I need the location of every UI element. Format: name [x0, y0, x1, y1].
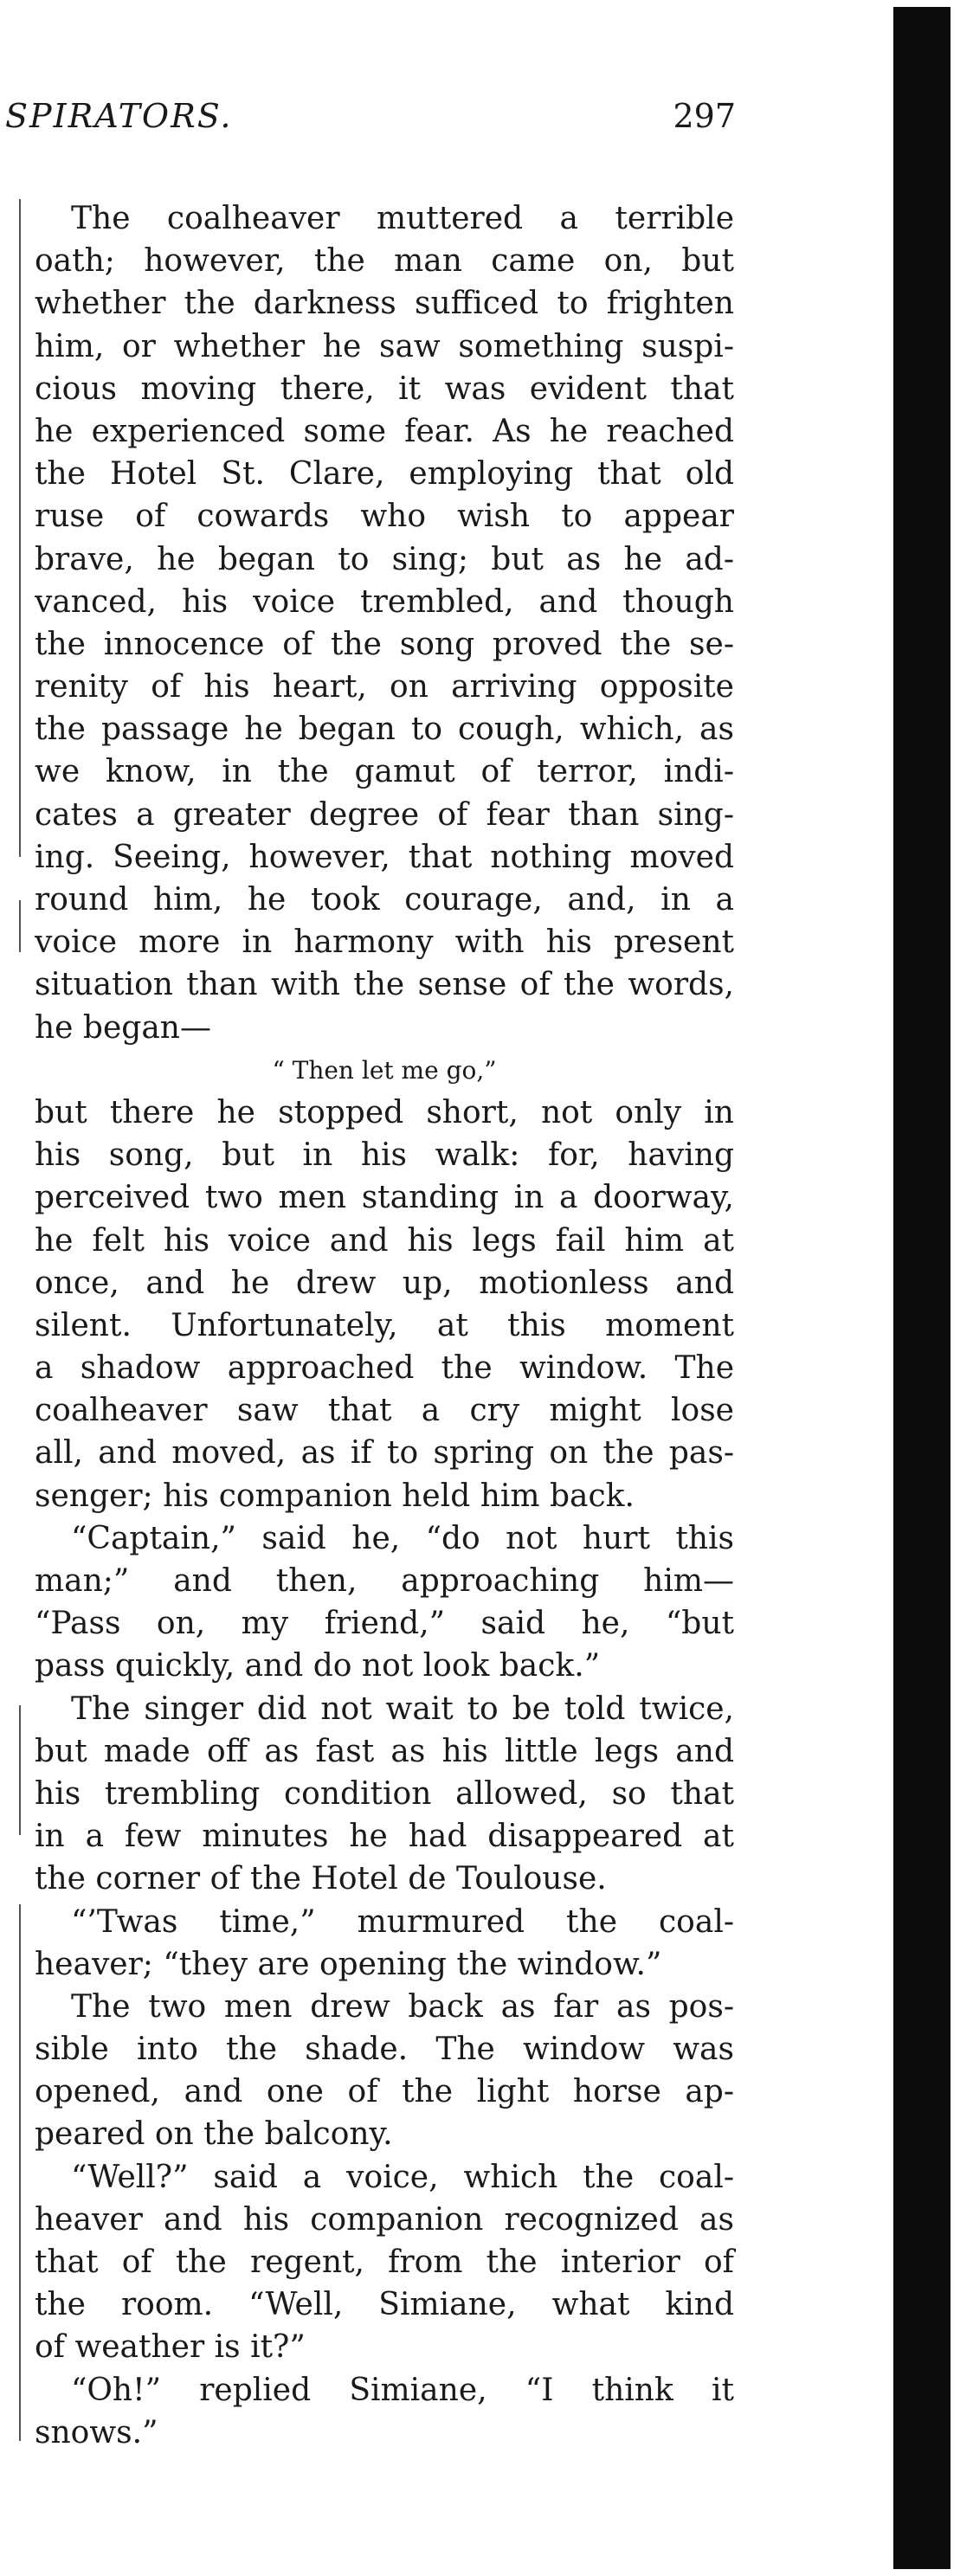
text-line: in a few minutes he had disappeared at: [35, 1819, 734, 1855]
text-line: he felt his voice and his legs fail him at: [35, 1222, 734, 1259]
text-line: cates a greater degree of fear than sing-: [35, 796, 734, 833]
text-line: sible into the shade. The window was: [35, 2032, 734, 2068]
book-edge-shadow: [893, 7, 950, 2569]
text-line: silent. Unfortunately, at this moment: [35, 1307, 734, 1343]
margin-rule: [19, 900, 21, 952]
text-line: we know, in the gamut of terror, indi-: [35, 754, 734, 790]
text-line: “’Twas time,” murmured the coal-: [71, 1903, 734, 1940]
text-line: coalheaver saw that a cry might lose: [35, 1393, 734, 1429]
text-line: perceived two men standing in a doorway,: [35, 1180, 734, 1216]
text-line: round him, he took courage, and, in a: [35, 882, 734, 918]
text-line: his trembling condition allowed, so that: [35, 1775, 734, 1812]
text-line: “Oh!” replied Simiane, “I think it: [71, 2372, 734, 2408]
text-line: the Hotel St. Clare, employing that old: [35, 456, 734, 493]
text-line: The singer did not wait to be told twice,: [71, 1690, 734, 1727]
text-line: but there he stopped short, not only in: [35, 1094, 734, 1130]
text-line: that of the regent, from the interior of: [35, 2244, 734, 2280]
margin-rule: [19, 1904, 21, 2441]
text-line: opened, and one of the light horse ap-: [35, 2074, 734, 2110]
text-line: all, and moved, as if to spring on the pas-: [35, 1435, 734, 1472]
running-head: [0, 97, 736, 149]
text-line: his song, but in his walk: for, having: [35, 1137, 734, 1174]
text-line: but made off as fast as his little legs and: [35, 1733, 734, 1769]
text-line: heaver and his companion recognized as: [35, 2201, 734, 2238]
text-line: he began—: [35, 1009, 211, 1046]
text-line: oath; however, the man came on, but: [35, 243, 734, 280]
page-body: [35, 197, 734, 2454]
margin-rule: [19, 1705, 21, 1835]
text-line: “Well?” said a voice, which the coal-: [71, 2159, 734, 2195]
running-title: SPIRATORS.: [5, 97, 233, 135]
text-line: ing. Seeing, however, that nothing moved: [35, 839, 734, 875]
text-line: vanced, his voice trembled, and though: [35, 583, 734, 620]
text-line: the passage he began to cough, which, as: [35, 712, 734, 748]
text-line: pass quickly, and do not look back.”: [35, 1648, 601, 1684]
text-line: “Captain,” said he, “do not hurt this: [71, 1520, 734, 1556]
text-line: renity of his heart, on arriving opposite: [35, 669, 734, 705]
text-line: situation than with the sense of the words,: [35, 967, 734, 1003]
text-line: peared on the balcony.: [35, 2116, 393, 2153]
text-line: snows.”: [35, 2414, 158, 2450]
text-line: the innocence of the song proved the se-: [35, 626, 734, 662]
text-line: him, or whether he saw something suspi-: [35, 328, 734, 364]
page-number: 297: [673, 97, 736, 135]
text-line: a shadow approached the window. The: [35, 1350, 734, 1387]
text-line: he experienced some fear. As he reached: [35, 413, 734, 449]
text-line: The two men drew back as far as pos-: [71, 1988, 734, 2025]
text-line: whether the darkness sufficed to frighten: [35, 286, 734, 322]
text-line: “Pass on, my friend,” said he, “but: [35, 1606, 734, 1642]
text-line: the corner of the Hotel de Toulouse.: [35, 1861, 607, 1897]
text-line: once, and he drew up, motionless and: [35, 1265, 734, 1301]
text-line: voice more in harmony with his present: [35, 924, 734, 961]
margin-rule: [19, 199, 21, 857]
text-line: The coalheaver muttered a terrible: [71, 201, 734, 236]
text-line: cious moving there, it was evident that: [35, 370, 734, 407]
text-line: heaver; “they are opening the window.”: [35, 1946, 662, 1982]
text-line: senger; his companion held him back.: [35, 1478, 635, 1514]
song-quote: “ Then let me go,”: [272, 1055, 497, 1085]
text-line: brave, he began to sing; but as he ad-: [35, 541, 734, 577]
text-line: ruse of cowards who wish to appear: [35, 499, 734, 535]
text-line: man;” and then, approaching him—: [35, 1563, 734, 1599]
text-line: the room. “Well, Simiane, what kind: [35, 2287, 734, 2323]
text-line: of weather is it?”: [35, 2329, 306, 2366]
